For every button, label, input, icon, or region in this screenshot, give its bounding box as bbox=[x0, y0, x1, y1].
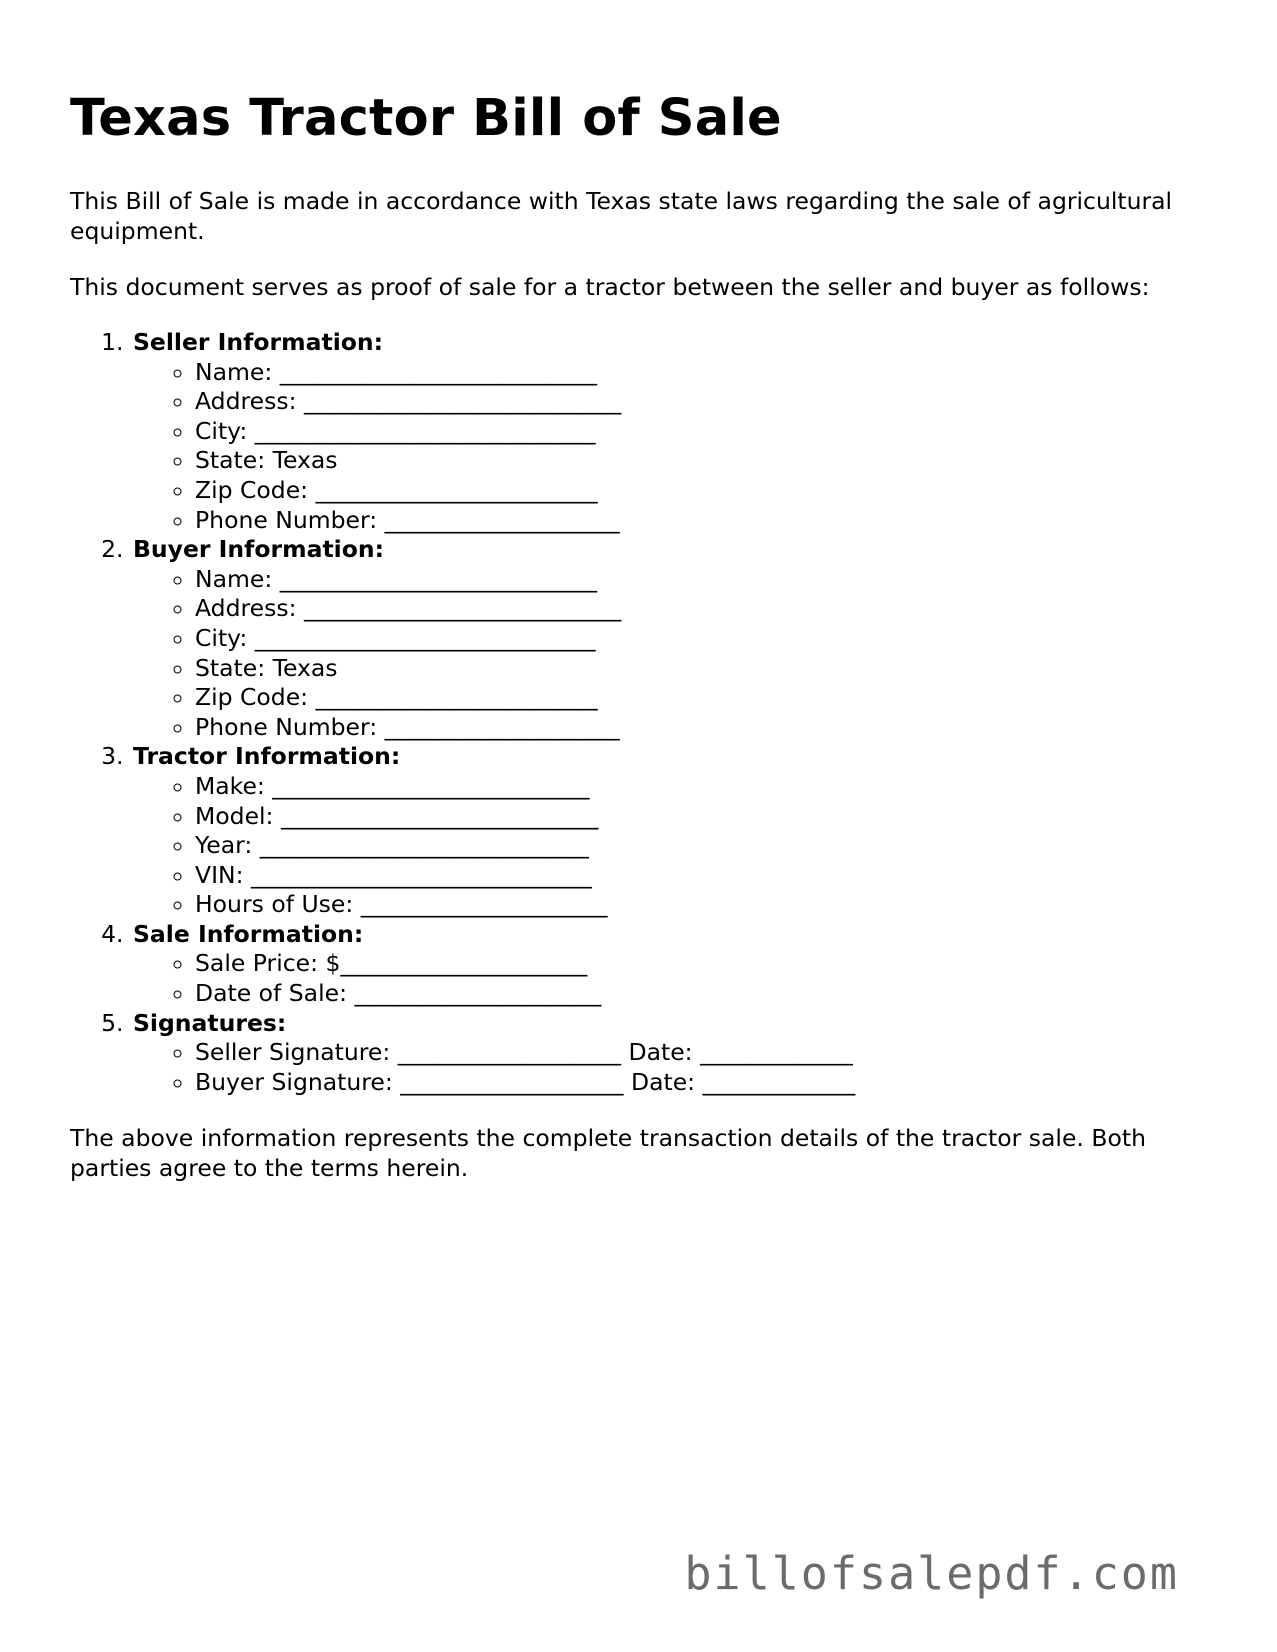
section-title: Sale Information: bbox=[133, 919, 364, 948]
section-seller bbox=[131, 328, 1210, 535]
field-buyer-signature: ◦ Buyer Signature: ___________________ Date: _____________ bbox=[195, 1068, 1210, 1098]
field-tractor-vin: ◦ VIN: _____________________________ bbox=[195, 861, 1210, 891]
field-seller-zip: ◦ Zip Code: ________________________ bbox=[195, 476, 1210, 506]
field-seller-city: ◦ City: _____________________________ bbox=[195, 417, 1210, 447]
field-seller-signature: ◦ Seller Signature: ___________________ Date: _____________ bbox=[195, 1038, 1210, 1068]
document-page bbox=[70, 88, 1210, 1209]
field-seller-address: ◦ Address: ___________________________ bbox=[195, 387, 1210, 417]
field-buyer-state: ◦ State: Texas bbox=[195, 654, 1210, 684]
sections-list bbox=[70, 328, 1210, 1097]
section-signatures bbox=[131, 1009, 1210, 1098]
field-buyer-name: ◦ Name: ___________________________ bbox=[195, 565, 1210, 595]
field-tractor-make: ◦ Make: ___________________________ bbox=[195, 772, 1210, 802]
intro-paragraph-1: This Bill of Sale is made in accordance with Texas state laws regarding the sale of agricultural equipment. bbox=[70, 187, 1173, 245]
section-tractor bbox=[131, 742, 1210, 920]
field-seller-phone: ◦ Phone Number: ____________________ bbox=[195, 506, 1210, 536]
field-seller-state: ◦ State: Texas bbox=[195, 446, 1210, 476]
section-buyer bbox=[131, 535, 1210, 742]
field-buyer-city: ◦ City: _____________________________ bbox=[195, 624, 1210, 654]
document-title: Texas Tractor Bill of Sale bbox=[70, 89, 782, 148]
intro-paragraph-2: This document serves as proof of sale for a tractor between the seller and buyer as follows: bbox=[70, 273, 1150, 301]
field-sale-price: ◦ Sale Price: $_____________________ bbox=[195, 949, 1210, 979]
field-tractor-year: ◦ Year: ____________________________ bbox=[195, 831, 1210, 861]
field-sale-date: ◦ Date of Sale: _____________________ bbox=[195, 979, 1210, 1009]
watermark: billofsalepdf.com bbox=[684, 1547, 1179, 1600]
section-title: Buyer Information: bbox=[133, 535, 385, 564]
field-buyer-zip: ◦ Zip Code: ________________________ bbox=[195, 683, 1210, 713]
field-seller-name: ◦ Name: ___________________________ bbox=[195, 358, 1210, 388]
field-buyer-address: ◦ Address: ___________________________ bbox=[195, 594, 1210, 624]
field-list bbox=[133, 358, 1210, 536]
field-list bbox=[133, 1038, 1210, 1097]
section-sale bbox=[131, 920, 1210, 1009]
section-title: Seller Information: bbox=[133, 328, 384, 356]
section-title: Tractor Information: bbox=[133, 742, 401, 771]
field-list bbox=[133, 772, 1210, 920]
field-buyer-phone: ◦ Phone Number: ____________________ bbox=[195, 713, 1210, 743]
field-list bbox=[133, 949, 1210, 1008]
field-list bbox=[133, 565, 1210, 743]
field-tractor-model: ◦ Model: ___________________________ bbox=[195, 802, 1210, 832]
closing-paragraph: The above information represents the complete transaction details of the tractor sale. Both parties agree to the terms herein. bbox=[70, 1124, 1146, 1183]
field-tractor-hours: ◦ Hours of Use: _____________________ bbox=[195, 890, 1210, 920]
section-title: Signatures: bbox=[133, 1008, 287, 1037]
